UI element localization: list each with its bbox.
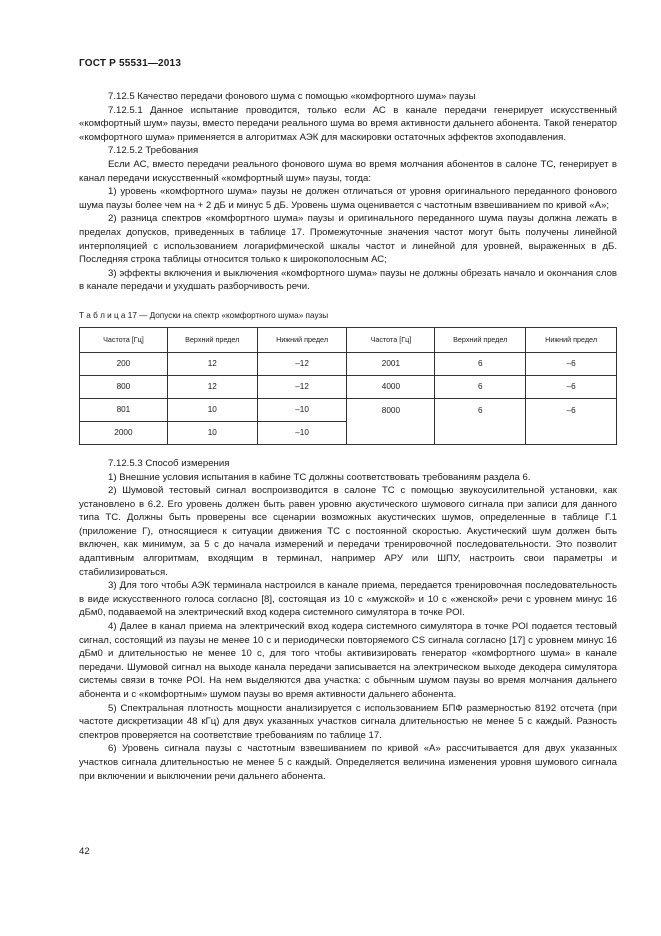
table-header-cell: Нижний предел [526,327,617,352]
table-header-cell: Верхний предел [167,327,257,352]
table-cell: 801 [80,398,168,421]
table-row [80,375,617,398]
table-header-cell: Частота [Гц] [80,327,168,352]
table-header-row [80,327,617,352]
table-caption-text: — Допуски на спектр «комфортного шума» паузы [136,310,329,320]
table-caption [79,311,617,321]
table-cell: –10 [257,421,347,444]
table-cell: 800 [80,375,168,398]
measurement-step-3: 3) Для того чтобы АЭК терминала настроился в канале приема, передается тренировочная последовательность в виде искусственного голоса согласно [8], состоящая из 10 с «мужской» и 10 с «женской» речи с уровнем минус 16 дБм0, подаваемой на электрический вход кодера системного симулятора в точке POI. [79,580,617,619]
table-cell: 2000 [80,421,168,444]
table-caption-label: Т а б л и ц а 17 [79,310,137,320]
tolerance-table [79,327,617,445]
measurement-heading: 7.12.5.3 Способ измерения [108,457,230,469]
requirement-2: 2) разница спектров «комфортного шума» паузы и оригинального переданного шума паузы должна лежать в пределах допусков, приведенных в таблице 17. Промежуточные значения частот могут быть получены линейной интерполяцией с использованием логарифмической шкалы частот и линейной для уровней, выраженных в дБ. Последняя строка таблицы относится только к широкополосным АС; [79,213,617,266]
table-cell: 8000 [347,398,435,444]
table-cell: –6 [526,375,617,398]
table-header-cell: Частота [Гц] [347,327,435,352]
table-cell: 6 [435,352,526,375]
table-cell: 10 [167,398,257,421]
table-cell: 10 [167,421,257,444]
document-header: ГОСТ Р 55531—2013 [79,58,182,69]
page-number: 42 [79,846,90,857]
table-row [80,352,617,375]
table-cell: 12 [167,352,257,375]
table-cell: 4000 [347,375,435,398]
table-cell: –6 [526,352,617,375]
requirement-3: 3) эффекты включения и выключения «комфортного шума» паузы не должны обрезать начало и окончания слов в канале передачи и ухудшать разборчивость речи. [79,267,617,293]
measurement-step-2: 2) Шумовой тестовый сигнал воспроизводится в салоне ТС с помощью звукоусилительной установки, как установлено в 6.2. Его уровень должен быть равен уровню акустического шумового сигнала при записи для данного типа ТС. Должны быть проверены все сценарии возможных акустических шумов, определенные в таблице Г.1 (приложение Г), относящиеся к ситуации движения ТС с постоянной скоростью. Акустический шум должен быть включен, как минимум, за 5 с до начала измерений и передачи тренировочной последовательности. Это позволит адаптивным алгоритмам, входящим в терминал, например АРУ или ШПУ, настроить свои параметры и стабилизироваться. [79,485,617,578]
table-cell: –12 [257,375,347,398]
table-header-cell: Нижний предел [257,327,347,352]
requirements-intro: Если АС, вместо передачи реального фонового шума во время молчания абонентов в салоне ТС, генерирует в канал передачи искусственный «комфортный шум» паузы, тогда: [79,158,617,184]
table-cell: –6 [526,398,617,444]
page-content [79,90,617,783]
table-cell: 200 [80,352,168,375]
table-cell: 2001 [347,352,435,375]
paragraph-7-12-5-1: 7.12.5.1 Данное испытание проводится, только если АС в канале передачи генерирует искусственный «комфортный шум» паузы, вместо передачи реального шума во время активности дальнего абонента. Такой генератор «комфортного шума» применяется в алгоритмах АЭК для маскировки остаточных эффектов эхоподавления. [79,104,617,143]
measurement-step-1: 1) Внешние условия испытания в кабине ТС должны соответствовать требованиям раздела 6. [108,471,531,483]
table-header-cell: Верхний предел [435,327,526,352]
table-cell: 6 [435,375,526,398]
section-heading-7-12-5: 7.12.5 Качество передачи фонового шума с помощью «комфортного шума» паузы [108,91,476,102]
table-cell: 6 [435,398,526,444]
table-cell: 12 [167,375,257,398]
table-row [80,398,617,421]
measurement-step-6: 6) Уровень сигнала паузы с частотным взвешиванием по кривой «А» рассчитывается для двух указанных участков сигнала длительностью не менее 5 с каждый. Определяется величина изменения уровня шумового сигнала при включении и выключении речи дальнего абонента. [79,743,617,782]
measurement-step-5: 5) Спектральная плотность мощности анализируется с использованием БПФ размерностью 8192 отсчета (при частоте дискретизации 48 кГц) для двух указанных участков сигнала длительностью не менее 5 с каждый. Разность спектров проверяется на соответствие требованиям по таблице 17. [79,702,617,741]
table-cell: –10 [257,398,347,421]
measurement-step-4: 4) Далее в канал приема на электрический вход кодера системного симулятора в точке POI подается тестовый сигнал, состоящий из паузы не менее 10 с и периодически повторяемого CS сигнала согласно [17] с уровнем минус 16 дБм0 и длительностью не менее 10 с, для того чтобы активизировать генератор «комфортного шума» в канале передачи. Шумовой сигнал на выходе канала передачи записывается на электрическом выходе декодера симулятора системы связи в точке POI. На нем выделяются два участка: с обычным шумом паузы во время молчания дальнего абонента и с «комфортным» шумом паузы во время активности дальнего абонента. [79,621,617,700]
requirements-heading: 7.12.5.2 Требования [108,145,199,157]
requirement-1: 1) уровень «комфортного шума» паузы не должен отличаться от уровня оригинального переданного фонового шума паузы более чем на + 2 дБ и минус 5 дБ. Уровень шума оценивается с частотным взвешиванием по кривой «А»; [79,186,617,211]
table-cell: –12 [257,352,347,375]
